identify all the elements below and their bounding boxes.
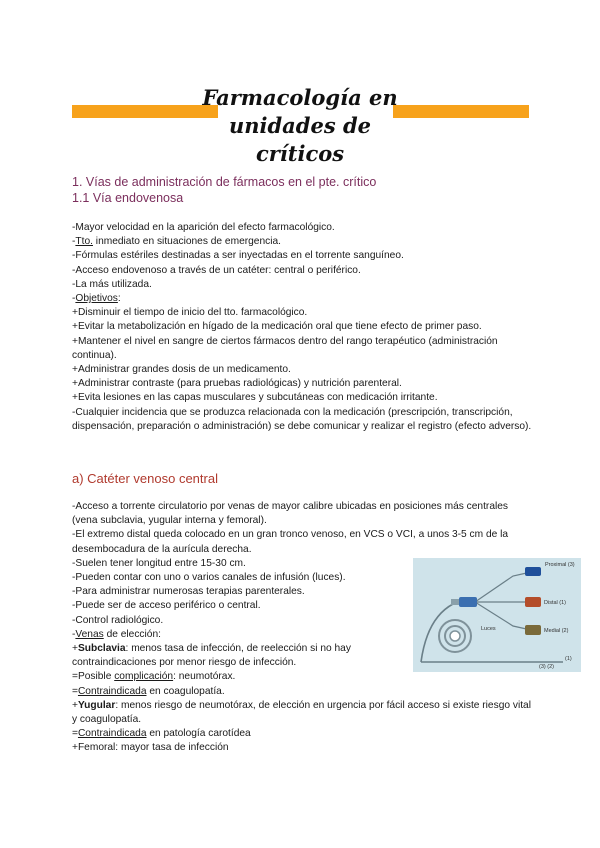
section-heading-1: 1. Vías de administración de fármacos en el pte. crítico bbox=[72, 175, 377, 189]
note-line: +Administrar contraste (para pruebas radiológicas) y nutrición parenteral. bbox=[72, 378, 402, 390]
title-decoration-right bbox=[393, 105, 529, 118]
note-line: -Acceso a torrente circulatorio por venas de mayor calibre ubicadas en posiciones más centrales (vena subclavia, yugular interna y femoral). bbox=[72, 501, 509, 527]
note-line: -Venas de elección: bbox=[72, 628, 161, 640]
note-line: -Suelen tener longitud entre 15-30 cm. bbox=[72, 557, 246, 569]
catheter-illustration bbox=[413, 558, 581, 672]
section-heading-a: a) Catéter venoso central bbox=[72, 471, 218, 486]
note-line: -Objetivos: bbox=[72, 293, 121, 305]
note-line: +Administrar grandes dosis de un medicamento. bbox=[72, 364, 291, 376]
note-line: =Contraindicada en coagulopatía. bbox=[72, 685, 225, 697]
note-line: -Para administrar numerosas terapias parenterales. bbox=[72, 586, 305, 598]
note-line: +Mantener el nivel en sangre de ciertos fármacos dentro del rango terapéutico (administración continua). bbox=[72, 335, 498, 361]
note-line: -Cualquier incidencia que se produzca relacionada con la medicación (prescripción, transcripción, dispensación, preparación o administración) se debe comunicar y realizar el registro (efecto adverso). bbox=[72, 406, 532, 432]
note-line: -Pueden contar con uno o varios canales de infusión (luces). bbox=[72, 572, 346, 584]
note-line: -Puede ser de acceso periférico o central. bbox=[72, 600, 261, 612]
note-line: -El extremo distal queda colocado en un gran tronco venoso, en VCS o VCI, a unos 3-5 cm de la desembocadura de la aurícula derecha. bbox=[72, 529, 509, 555]
label-luces: Luces bbox=[481, 626, 496, 632]
note-line: -Control radiológico. bbox=[72, 614, 164, 626]
note-line: +Yugular: menos riesgo de neumotórax, de elección en urgencia por fácil acceso si existe riesgo vital y coagulopatía. bbox=[72, 699, 531, 726]
note-line: =Posible complicación: neumotórax. bbox=[72, 671, 236, 683]
section-heading-1-1: 1.1 Vía endovenosa bbox=[72, 191, 184, 205]
title-decoration-left bbox=[72, 105, 218, 118]
note-line: -Acceso endovenoso a través de un catéter: central o periférico. bbox=[72, 264, 361, 276]
label-tip-1: (1) bbox=[565, 656, 572, 662]
note-line: +Evitar la metabolización en hígado de la medicación oral que tiene efecto de primer paso. bbox=[72, 321, 482, 333]
note-line: -La más utilizada. bbox=[72, 278, 152, 290]
note-line: +Disminuir el tiempo de inicio del tto. farmacológico. bbox=[72, 307, 308, 319]
label-tip-2: (3) (2) bbox=[539, 664, 554, 670]
page-title-line2: unidades de críticos bbox=[228, 113, 372, 166]
note-line: +Subclavia: menos tasa de infección, de reelección si no hay contraindicaciones por menor riesgo de infección. bbox=[72, 643, 351, 669]
note-line: -Fórmulas estériles destinadas a ser inyectadas en el torrente sanguíneo. bbox=[72, 250, 404, 262]
page-title-line1: Farmacología en bbox=[202, 85, 398, 110]
label-proximal: Proximal (3) bbox=[545, 562, 575, 568]
note-line: +Evita lesiones en las capas musculares y subcutáneas con medicación irritante. bbox=[72, 392, 438, 404]
label-medial: Medial (2) bbox=[544, 628, 569, 634]
note-line: -Mayor velocidad en la aparición del efecto farmacológico. bbox=[72, 222, 335, 233]
label-distal: Distal (1) bbox=[544, 600, 567, 606]
note-line: +Femoral: mayor tasa de infección bbox=[72, 742, 229, 754]
note-line: =Contraindicada en patología carotídea bbox=[72, 728, 251, 740]
endovenosa-notes bbox=[72, 221, 532, 434]
note-line: -Tto. inmediato en situaciones de emergencia. bbox=[72, 236, 281, 248]
page-title bbox=[200, 84, 400, 168]
catheter-drawing bbox=[413, 558, 581, 672]
